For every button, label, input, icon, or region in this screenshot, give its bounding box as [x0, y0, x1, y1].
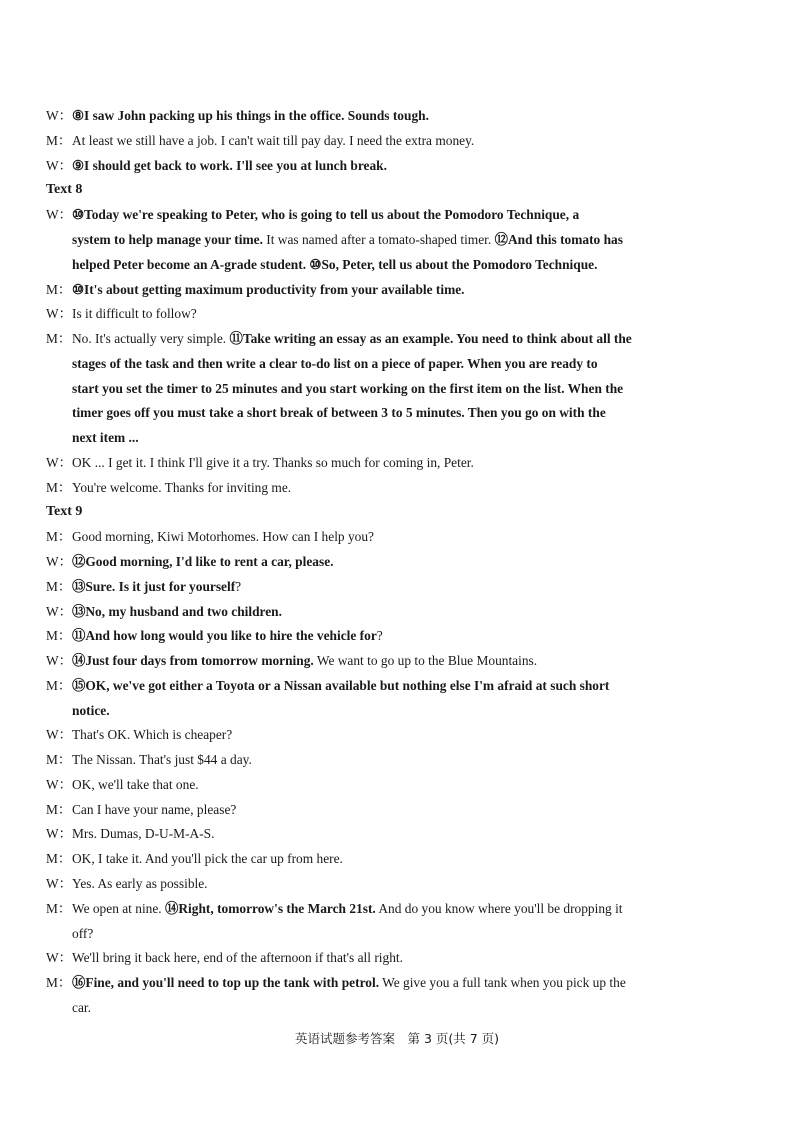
- transcript-line: [46, 798, 751, 823]
- question-marker: ⑭: [72, 653, 86, 668]
- plain-text: We open at nine.: [72, 901, 165, 916]
- transcript-line: [46, 302, 751, 327]
- transcript-line: [46, 600, 751, 625]
- transcript-line: [72, 228, 752, 253]
- transcript-line: [46, 278, 751, 303]
- speaker-label: W：: [46, 207, 73, 222]
- plain-text: car.: [72, 1000, 91, 1015]
- transcript-line: [46, 872, 751, 897]
- speaker-label: W：: [46, 777, 73, 792]
- page-footer: 英语试题参考答案 第 3 页(共 7 页): [294, 1031, 500, 1046]
- speaker-label: W：: [46, 653, 73, 668]
- plain-text: Is it difficult to follow?: [72, 306, 197, 321]
- transcript-line: [72, 426, 752, 451]
- transcript-line: [46, 674, 751, 699]
- plain-text: That's OK. Which is cheaper?: [72, 727, 233, 742]
- plain-text: ?: [235, 579, 242, 594]
- speaker-label: M：: [46, 529, 72, 544]
- speaker-label: W：: [46, 306, 73, 321]
- question-marker: ⑬: [72, 604, 86, 619]
- plain-text: OK ... I get it. I think I'll give it a try. Thanks so much for coming in, Peter.: [72, 455, 474, 470]
- plain-text: We give you a full tank when you pick up the: [379, 975, 626, 990]
- transcript-line: [72, 699, 752, 724]
- speaker-label: W：: [46, 604, 73, 619]
- section-heading: Text 9: [46, 504, 83, 519]
- plain-text: We'll bring it back here, end of the afternoon if that's all right.: [72, 950, 403, 965]
- transcript-line: [46, 897, 751, 922]
- question-marker: ⑪: [72, 628, 86, 643]
- answer-text: And this tomato has: [507, 232, 623, 247]
- plain-text: And do you know where you'll be dropping it: [375, 901, 623, 916]
- plain-text: You're welcome. Thanks for inviting me.: [72, 480, 292, 495]
- transcript-line: [46, 946, 751, 971]
- section-heading: Text 8: [46, 182, 83, 197]
- answer-text: It's about getting maximum productivity from your available time.: [84, 282, 465, 297]
- transcript-line: [46, 773, 751, 798]
- question-marker: ⑩: [309, 257, 322, 272]
- answer-text: Sure. Is it just for yourself: [85, 579, 236, 594]
- answer-text: next item ...: [72, 430, 139, 445]
- transcript-line: [72, 253, 752, 278]
- transcript-line: [46, 525, 751, 550]
- answer-text: Good morning, I'd like to rent a car, please.: [85, 554, 334, 569]
- speaker-label: W：: [46, 727, 73, 742]
- speaker-label: W：: [46, 554, 73, 569]
- plain-text: ?: [376, 628, 383, 643]
- answer-text: system to help manage your time.: [72, 232, 263, 247]
- transcript-line: [46, 550, 751, 575]
- question-marker: ⑯: [72, 975, 86, 990]
- speaker-label: W：: [46, 158, 73, 173]
- speaker-label: M：: [46, 133, 72, 148]
- transcript-line: [46, 723, 751, 748]
- speaker-label: W：: [46, 876, 73, 891]
- answer-text: And how long would you like to hire the vehicle for: [85, 628, 377, 643]
- answer-text: Just four days from tomorrow morning.: [85, 653, 314, 668]
- question-marker: ⑩: [72, 207, 85, 222]
- plain-text: At least we still have a job. I can't wait till pay day. I need the extra money.: [72, 133, 475, 148]
- speaker-label: M：: [46, 851, 72, 866]
- speaker-label: M：: [46, 678, 72, 693]
- transcript-line: [46, 154, 751, 179]
- transcript-line: [46, 847, 751, 872]
- question-marker: ⑫: [72, 554, 86, 569]
- question-marker: ⑬: [72, 579, 86, 594]
- question-marker: ⑧: [72, 108, 85, 123]
- question-marker: ⑫: [494, 232, 508, 247]
- speaker-label: W：: [46, 950, 73, 965]
- answer-text: stages of the task and then write a clear to-do list on a piece of paper. When you are ready to: [72, 356, 598, 371]
- transcript-line: [46, 971, 751, 996]
- answer-text: timer goes off you must take a short break of between 3 to 5 minutes. Then you go on with the: [72, 405, 606, 420]
- plain-text: The Nissan. That's just $44 a day.: [72, 752, 252, 767]
- transcript-line: [46, 129, 751, 154]
- answer-text: Take writing an essay as an example. You need to think about all the: [242, 331, 632, 346]
- answer-text: start you set the timer to 25 minutes and you start working on the first item on the list. When the: [72, 381, 624, 396]
- transcript-line: [46, 575, 751, 600]
- question-marker: ⑨: [72, 158, 85, 173]
- transcript-line: [46, 748, 751, 773]
- question-marker: ⑪: [229, 331, 243, 346]
- transcript-line: [46, 476, 751, 501]
- transcript-line: [46, 822, 751, 847]
- speaker-label: M：: [46, 628, 72, 643]
- plain-text: No. It's actually very simple.: [72, 331, 230, 346]
- answer-text: No, my husband and two children.: [85, 604, 282, 619]
- transcript-line: [46, 624, 751, 649]
- transcript-line: [72, 922, 752, 947]
- plain-text: Yes. As early as possible.: [72, 876, 208, 891]
- answer-text: Today we're speaking to Peter, who is going to tell us about the Pomodoro Technique, a: [84, 207, 580, 222]
- plain-text: Good morning, Kiwi Motorhomes. How can I help you?: [72, 529, 374, 544]
- speaker-label: M：: [46, 282, 72, 297]
- answer-text: I should get back to work. I'll see you at lunch break.: [84, 158, 387, 173]
- speaker-label: M：: [46, 975, 72, 990]
- answer-text: notice.: [72, 703, 110, 718]
- plain-text: Can I have your name, please?: [72, 802, 237, 817]
- speaker-label: M：: [46, 331, 72, 346]
- answer-text: So, Peter, tell us about the Pomodoro Technique.: [321, 257, 598, 272]
- plain-text: OK, we'll take that one.: [72, 777, 199, 792]
- answer-text: I saw John packing up his things in the office. Sounds tough.: [84, 108, 429, 123]
- speaker-label: M：: [46, 901, 72, 916]
- plain-text: We want to go up to the Blue Mountains.: [313, 653, 538, 668]
- answer-text: Fine, and you'll need to top up the tank with petrol.: [85, 975, 380, 990]
- plain-text: off?: [72, 926, 94, 941]
- speaker-label: W：: [46, 826, 73, 841]
- transcript-line: [46, 203, 751, 228]
- speaker-label: M：: [46, 802, 72, 817]
- speaker-label: M：: [46, 579, 72, 594]
- speaker-label: W：: [46, 108, 73, 123]
- speaker-label: W：: [46, 455, 73, 470]
- answer-text: OK, we've got either a Toyota or a Nissan available but nothing else I'm afraid at such short: [85, 678, 610, 693]
- plain-text: Mrs. Dumas, D-U-M-A-S.: [72, 826, 215, 841]
- speaker-label: M：: [46, 480, 72, 495]
- question-marker: ⑩: [72, 282, 85, 297]
- answer-text: Right, tomorrow's the March 21st.: [178, 901, 376, 916]
- transcript-line: [72, 377, 752, 402]
- question-marker: ⑮: [72, 678, 86, 693]
- question-marker: ⑭: [165, 901, 179, 916]
- transcript-line: [46, 451, 751, 476]
- plain-text: OK, I take it. And you'll pick the car up from here.: [72, 851, 343, 866]
- answer-text: helped Peter become an A-grade student.: [72, 257, 310, 272]
- speaker-label: M：: [46, 752, 72, 767]
- plain-text: It was named after a tomato-shaped timer.: [262, 232, 495, 247]
- transcript-line: [46, 104, 751, 129]
- transcript-line: [72, 352, 752, 377]
- transcript-line: [46, 327, 751, 352]
- transcript-line: [72, 996, 752, 1021]
- transcript-line: [72, 401, 752, 426]
- transcript-line: [46, 649, 751, 674]
